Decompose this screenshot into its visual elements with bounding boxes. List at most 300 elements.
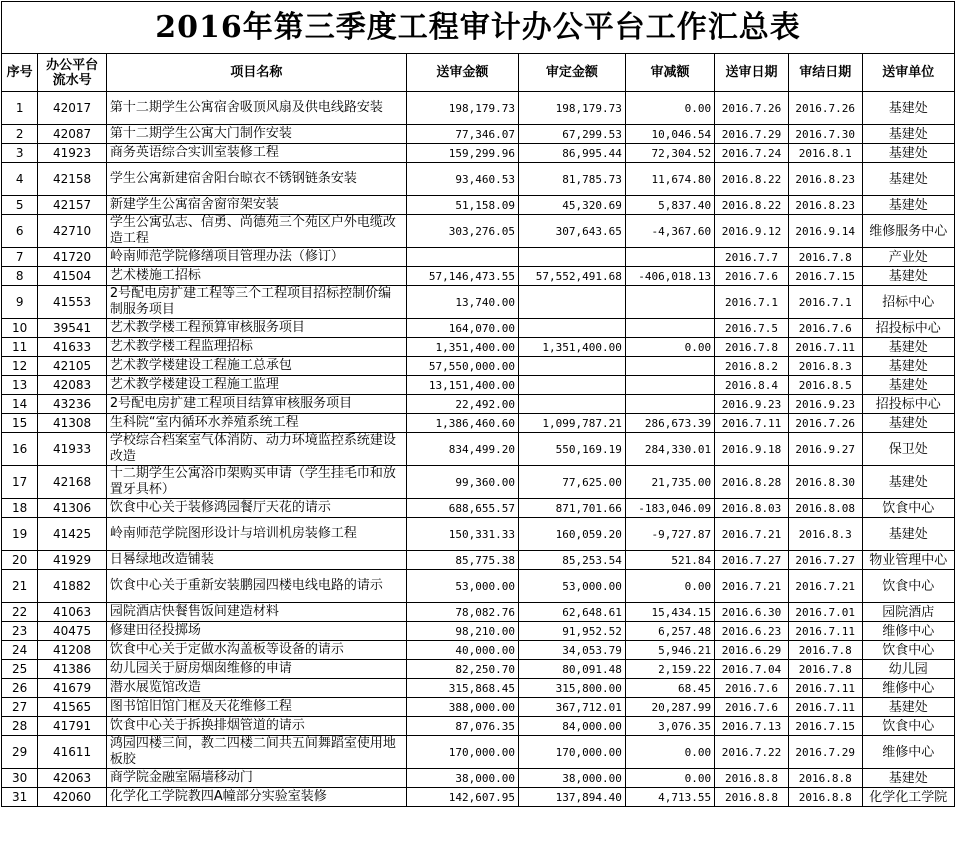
table-row <box>2 319 955 338</box>
cell-submitted-amount: 13,740.00 <box>406 286 518 319</box>
cell-finish-date: 2016.8.5 <box>788 376 862 395</box>
cell-code: 41882 <box>38 570 107 603</box>
cell-submitting-unit: 基建处 <box>862 338 954 357</box>
cell-seq: 9 <box>2 286 38 319</box>
header-finish-date: 审结日期 <box>788 54 862 92</box>
table-row <box>2 603 955 622</box>
cell-code: 42063 <box>38 769 107 788</box>
cell-finish-date: 2016.7.11 <box>788 622 862 641</box>
cell-seq: 12 <box>2 357 38 376</box>
cell-code: 42710 <box>38 215 107 248</box>
cell-submitted-amount: 87,076.35 <box>406 717 518 736</box>
cell-submit-date: 2016.6.30 <box>715 603 789 622</box>
cell-project-name: 第十二期学生公寓宿舍吸顶风扇及供电线路安装 <box>106 92 406 125</box>
cell-approved-amount: 86,995.44 <box>518 144 625 163</box>
cell-code: 41504 <box>38 267 107 286</box>
cell-approved-amount: 85,253.54 <box>518 551 625 570</box>
cell-submitting-unit: 饮食中心 <box>862 499 954 518</box>
cell-reduced-amount: 0.00 <box>625 92 714 125</box>
cell-submitting-unit: 基建处 <box>862 698 954 717</box>
cell-seq: 25 <box>2 660 38 679</box>
table-row <box>2 144 955 163</box>
cell-finish-date: 2016.7.8 <box>788 248 862 267</box>
cell-submitting-unit: 维修中心 <box>862 736 954 769</box>
cell-finish-date: 2016.7.1 <box>788 286 862 319</box>
cell-submit-date: 2016.8.8 <box>715 788 789 807</box>
cell-reduced-amount: 5,946.21 <box>625 641 714 660</box>
cell-seq: 3 <box>2 144 38 163</box>
cell-submit-date: 2016.7.24 <box>715 144 789 163</box>
cell-code: 42083 <box>38 376 107 395</box>
cell-project-name: 园院酒店快餐售饭间建造材料 <box>106 603 406 622</box>
cell-reduced-amount <box>625 376 714 395</box>
cell-finish-date: 2016.8.30 <box>788 466 862 499</box>
table-row <box>2 338 955 357</box>
cell-approved-amount: 81,785.73 <box>518 163 625 196</box>
cell-submit-date: 2016.9.18 <box>715 433 789 466</box>
cell-submitting-unit: 基建处 <box>862 267 954 286</box>
cell-submitting-unit: 招标中心 <box>862 286 954 319</box>
table-row <box>2 518 955 551</box>
cell-reduced-amount: 0.00 <box>625 736 714 769</box>
cell-code: 42105 <box>38 357 107 376</box>
cell-submit-date: 2016.7.21 <box>715 518 789 551</box>
cell-finish-date: 2016.7.26 <box>788 92 862 125</box>
cell-submitted-amount: 99,360.00 <box>406 466 518 499</box>
cell-project-name: 鸿园四楼三间，教二四楼二间共五间舞蹈室使用地板胶 <box>106 736 406 769</box>
header-unit: 送审单位 <box>862 54 954 92</box>
cell-submitted-amount: 164,070.00 <box>406 319 518 338</box>
cell-submitting-unit: 幼儿园 <box>862 660 954 679</box>
cell-reduced-amount: 15,434.15 <box>625 603 714 622</box>
cell-reduced-amount: 286,673.39 <box>625 414 714 433</box>
cell-seq: 24 <box>2 641 38 660</box>
cell-approved-amount: 550,169.19 <box>518 433 625 466</box>
table-row <box>2 92 955 125</box>
cell-submitting-unit: 维修中心 <box>862 622 954 641</box>
cell-submit-date: 2016.7.26 <box>715 92 789 125</box>
cell-submitting-unit: 基建处 <box>862 414 954 433</box>
cell-submitted-amount: 688,655.57 <box>406 499 518 518</box>
cell-finish-date: 2016.8.8 <box>788 788 862 807</box>
cell-reduced-amount <box>625 286 714 319</box>
table-row <box>2 679 955 698</box>
cell-approved-amount: 34,053.79 <box>518 641 625 660</box>
table-row <box>2 717 955 736</box>
cell-submit-date: 2016.7.22 <box>715 736 789 769</box>
cell-seq: 4 <box>2 163 38 196</box>
cell-project-name: 饮食中心关于拆换排烟管道的请示 <box>106 717 406 736</box>
cell-submitted-amount: 57,146,473.55 <box>406 267 518 286</box>
cell-submit-date: 2016.7.6 <box>715 698 789 717</box>
cell-submitting-unit: 基建处 <box>862 518 954 551</box>
cell-reduced-amount: 521.84 <box>625 551 714 570</box>
cell-project-name: 学生公寓新建宿舍阳台晾衣不锈钢链条安装 <box>106 163 406 196</box>
table-row <box>2 125 955 144</box>
cell-code: 41923 <box>38 144 107 163</box>
cell-finish-date: 2016.8.8 <box>788 769 862 788</box>
cell-finish-date: 2016.7.6 <box>788 319 862 338</box>
header-code: 办公平台流水号 <box>38 54 107 92</box>
cell-project-name: 学校综合档案室气体消防、动力环境监控系统建设改造 <box>106 433 406 466</box>
table-row <box>2 769 955 788</box>
cell-submit-date: 2016.7.6 <box>715 267 789 286</box>
table-row <box>2 551 955 570</box>
cell-project-name: 化学化工学院教四A幢部分实验室装修 <box>106 788 406 807</box>
cell-finish-date: 2016.8.08 <box>788 499 862 518</box>
cell-seq: 11 <box>2 338 38 357</box>
cell-code: 41933 <box>38 433 107 466</box>
cell-code: 42168 <box>38 466 107 499</box>
cell-submitted-amount: 159,299.96 <box>406 144 518 163</box>
cell-seq: 15 <box>2 414 38 433</box>
cell-reduced-amount <box>625 319 714 338</box>
cell-project-name: 幼儿园关于厨房烟囱维修的申请 <box>106 660 406 679</box>
cell-submitted-amount: 57,550,000.00 <box>406 357 518 376</box>
cell-finish-date: 2016.7.11 <box>788 698 862 717</box>
cell-code: 39541 <box>38 319 107 338</box>
cell-project-name: 饮食中心关于重新安装鹏园四楼电线电路的请示 <box>106 570 406 603</box>
cell-seq: 13 <box>2 376 38 395</box>
cell-submitting-unit: 园院酒店 <box>862 603 954 622</box>
cell-code: 40475 <box>38 622 107 641</box>
cell-submit-date: 2016.7.21 <box>715 570 789 603</box>
cell-submitted-amount: 51,158.09 <box>406 196 518 215</box>
cell-reduced-amount: 20,287.99 <box>625 698 714 717</box>
cell-project-name: 潜水展览馆改造 <box>106 679 406 698</box>
cell-submitting-unit: 物业管理中心 <box>862 551 954 570</box>
cell-submitting-unit: 饮食中心 <box>862 570 954 603</box>
sheet-title: 2016年第三季度工程审计办公平台工作汇总表 <box>1 1 955 53</box>
cell-seq: 16 <box>2 433 38 466</box>
cell-submit-date: 2016.7.13 <box>715 717 789 736</box>
cell-submitting-unit: 饮食中心 <box>862 717 954 736</box>
cell-submitted-amount: 142,607.95 <box>406 788 518 807</box>
cell-submitted-amount: 303,276.05 <box>406 215 518 248</box>
cell-project-name: 第十二期学生公寓大门制作安装 <box>106 125 406 144</box>
cell-approved-amount: 170,000.00 <box>518 736 625 769</box>
cell-code: 42158 <box>38 163 107 196</box>
cell-reduced-amount: -4,367.60 <box>625 215 714 248</box>
cell-project-name: 艺术教学楼工程预算审核服务项目 <box>106 319 406 338</box>
cell-submitting-unit: 基建处 <box>862 466 954 499</box>
cell-reduced-amount: -406,018.13 <box>625 267 714 286</box>
cell-submitted-amount: 1,351,400.00 <box>406 338 518 357</box>
cell-seq: 27 <box>2 698 38 717</box>
cell-submitting-unit: 维修中心 <box>862 679 954 698</box>
cell-submit-date: 2016.7.1 <box>715 286 789 319</box>
cell-submit-date: 2016.8.28 <box>715 466 789 499</box>
cell-approved-amount <box>518 248 625 267</box>
cell-submitted-amount: 22,492.00 <box>406 395 518 414</box>
cell-submitted-amount: 834,499.20 <box>406 433 518 466</box>
table-row <box>2 163 955 196</box>
cell-seq: 14 <box>2 395 38 414</box>
cell-reduced-amount <box>625 357 714 376</box>
cell-finish-date: 2016.7.8 <box>788 660 862 679</box>
cell-submit-date: 2016.8.2 <box>715 357 789 376</box>
cell-submitting-unit: 招投标中心 <box>862 395 954 414</box>
cell-approved-amount <box>518 286 625 319</box>
cell-reduced-amount: 3,076.35 <box>625 717 714 736</box>
table-row <box>2 395 955 414</box>
header-name: 项目名称 <box>106 54 406 92</box>
cell-project-name: 日晷绿地改造铺装 <box>106 551 406 570</box>
cell-seq: 23 <box>2 622 38 641</box>
cell-seq: 21 <box>2 570 38 603</box>
cell-approved-amount: 1,099,787.21 <box>518 414 625 433</box>
cell-reduced-amount: 11,674.80 <box>625 163 714 196</box>
cell-finish-date: 2016.7.30 <box>788 125 862 144</box>
cell-seq: 31 <box>2 788 38 807</box>
cell-submitting-unit: 基建处 <box>862 196 954 215</box>
cell-project-name: 商务英语综合实训室装修工程 <box>106 144 406 163</box>
cell-reduced-amount: 284,330.01 <box>625 433 714 466</box>
cell-approved-amount <box>518 357 625 376</box>
cell-project-name: 饮食中心关于定做水沟盖板等设备的请示 <box>106 641 406 660</box>
cell-submitted-amount: 93,460.53 <box>406 163 518 196</box>
cell-reduced-amount: 68.45 <box>625 679 714 698</box>
cell-approved-amount: 77,625.00 <box>518 466 625 499</box>
cell-seq: 6 <box>2 215 38 248</box>
cell-project-name: 艺术教学楼工程监理招标 <box>106 338 406 357</box>
cell-submit-date: 2016.8.4 <box>715 376 789 395</box>
table-row <box>2 570 955 603</box>
cell-submitting-unit: 基建处 <box>862 125 954 144</box>
cell-submitted-amount: 85,775.38 <box>406 551 518 570</box>
cell-project-name: 十二期学生公寓浴巾架购买申请（学生挂毛巾和放置牙具杯） <box>106 466 406 499</box>
cell-submit-date: 2016.7.11 <box>715 414 789 433</box>
header-reduced: 审减额 <box>625 54 714 92</box>
cell-finish-date: 2016.8.23 <box>788 163 862 196</box>
cell-submit-date: 2016.6.23 <box>715 622 789 641</box>
cell-reduced-amount: 4,713.55 <box>625 788 714 807</box>
cell-reduced-amount: 10,046.54 <box>625 125 714 144</box>
cell-project-name: 学生公寓弘志、信勇、尚德苑三个苑区户外电缆改造工程 <box>106 215 406 248</box>
cell-code: 42087 <box>38 125 107 144</box>
cell-code: 41308 <box>38 414 107 433</box>
cell-submitted-amount: 77,346.07 <box>406 125 518 144</box>
header-submit-date: 送审日期 <box>715 54 789 92</box>
cell-reduced-amount: 2,159.22 <box>625 660 714 679</box>
cell-submit-date: 2016.9.12 <box>715 215 789 248</box>
cell-code: 41386 <box>38 660 107 679</box>
cell-submit-date: 2016.8.22 <box>715 163 789 196</box>
cell-submit-date: 2016.8.22 <box>715 196 789 215</box>
cell-approved-amount: 367,712.01 <box>518 698 625 717</box>
cell-reduced-amount: 21,735.00 <box>625 466 714 499</box>
cell-reduced-amount: -183,046.09 <box>625 499 714 518</box>
table-row <box>2 622 955 641</box>
cell-project-name: 艺术教学楼建设工程施工监理 <box>106 376 406 395</box>
cell-approved-amount: 80,091.48 <box>518 660 625 679</box>
cell-submit-date: 2016.8.8 <box>715 769 789 788</box>
cell-finish-date: 2016.7.21 <box>788 570 862 603</box>
cell-approved-amount <box>518 376 625 395</box>
cell-reduced-amount: 0.00 <box>625 769 714 788</box>
cell-finish-date: 2016.9.27 <box>788 433 862 466</box>
cell-approved-amount: 315,800.00 <box>518 679 625 698</box>
cell-code: 41633 <box>38 338 107 357</box>
cell-submitting-unit: 基建处 <box>862 357 954 376</box>
cell-submitting-unit: 基建处 <box>862 376 954 395</box>
header-row <box>2 54 955 92</box>
cell-code: 41306 <box>38 499 107 518</box>
cell-submitted-amount: 38,000.00 <box>406 769 518 788</box>
cell-seq: 29 <box>2 736 38 769</box>
cell-code: 42017 <box>38 92 107 125</box>
cell-submitting-unit: 基建处 <box>862 144 954 163</box>
cell-submitting-unit: 保卫处 <box>862 433 954 466</box>
cell-project-name: 2号配电房扩建工程等三个工程项目招标控制价编制服务项目 <box>106 286 406 319</box>
cell-submit-date: 2016.7.04 <box>715 660 789 679</box>
cell-seq: 28 <box>2 717 38 736</box>
table-row <box>2 660 955 679</box>
table-row <box>2 698 955 717</box>
table-row <box>2 286 955 319</box>
cell-reduced-amount: 5,837.40 <box>625 196 714 215</box>
cell-code: 43236 <box>38 395 107 414</box>
cell-reduced-amount: 0.00 <box>625 338 714 357</box>
cell-seq: 10 <box>2 319 38 338</box>
cell-submit-date: 2016.7.7 <box>715 248 789 267</box>
cell-submitted-amount: 98,210.00 <box>406 622 518 641</box>
cell-submit-date: 2016.7.8 <box>715 338 789 357</box>
cell-seq: 20 <box>2 551 38 570</box>
cell-reduced-amount: 6,257.48 <box>625 622 714 641</box>
cell-submitted-amount <box>406 248 518 267</box>
cell-approved-amount: 84,000.00 <box>518 717 625 736</box>
table-row <box>2 736 955 769</box>
cell-seq: 1 <box>2 92 38 125</box>
summary-sheet <box>1 1 955 852</box>
cell-submitting-unit: 产业处 <box>862 248 954 267</box>
cell-submitted-amount: 315,868.45 <box>406 679 518 698</box>
cell-code: 41208 <box>38 641 107 660</box>
header-submitted: 送审金额 <box>406 54 518 92</box>
cell-approved-amount: 307,643.65 <box>518 215 625 248</box>
cell-approved-amount: 53,000.00 <box>518 570 625 603</box>
cell-submitted-amount: 40,000.00 <box>406 641 518 660</box>
cell-project-name: 修建田径投掷场 <box>106 622 406 641</box>
cell-code: 41425 <box>38 518 107 551</box>
cell-finish-date: 2016.8.3 <box>788 357 862 376</box>
table-body <box>2 92 955 807</box>
cell-code: 41553 <box>38 286 107 319</box>
cell-approved-amount: 160,059.20 <box>518 518 625 551</box>
cell-submitted-amount: 170,000.00 <box>406 736 518 769</box>
cell-finish-date: 2016.7.27 <box>788 551 862 570</box>
cell-project-name: 商学院金融室隔墙移动门 <box>106 769 406 788</box>
table-row <box>2 788 955 807</box>
cell-code: 41929 <box>38 551 107 570</box>
table-row <box>2 376 955 395</box>
cell-submitting-unit: 基建处 <box>862 163 954 196</box>
cell-finish-date: 2016.7.01 <box>788 603 862 622</box>
cell-submitted-amount: 198,179.73 <box>406 92 518 125</box>
cell-submit-date: 2016.7.29 <box>715 125 789 144</box>
cell-seq: 22 <box>2 603 38 622</box>
cell-submitted-amount: 150,331.33 <box>406 518 518 551</box>
cell-project-name: 艺术楼施工招标 <box>106 267 406 286</box>
cell-finish-date: 2016.7.11 <box>788 679 862 698</box>
cell-submit-date: 2016.8.03 <box>715 499 789 518</box>
cell-project-name: 生科院“室内循环水养殖系统工程 <box>106 414 406 433</box>
table-row <box>2 499 955 518</box>
table-row <box>2 196 955 215</box>
cell-code: 42060 <box>38 788 107 807</box>
cell-finish-date: 2016.7.15 <box>788 717 862 736</box>
cell-approved-amount: 871,701.66 <box>518 499 625 518</box>
cell-submitted-amount: 1,386,460.60 <box>406 414 518 433</box>
table-row <box>2 414 955 433</box>
cell-finish-date: 2016.9.14 <box>788 215 862 248</box>
cell-code: 41565 <box>38 698 107 717</box>
cell-project-name: 岭南师范学院修缮项目管理办法（修订） <box>106 248 406 267</box>
cell-finish-date: 2016.8.1 <box>788 144 862 163</box>
cell-code: 41791 <box>38 717 107 736</box>
cell-approved-amount: 62,648.61 <box>518 603 625 622</box>
cell-submit-date: 2016.7.5 <box>715 319 789 338</box>
table-row <box>2 248 955 267</box>
cell-seq: 2 <box>2 125 38 144</box>
cell-code: 41611 <box>38 736 107 769</box>
cell-seq: 30 <box>2 769 38 788</box>
cell-finish-date: 2016.7.11 <box>788 338 862 357</box>
cell-submitted-amount: 53,000.00 <box>406 570 518 603</box>
cell-reduced-amount: -9,727.87 <box>625 518 714 551</box>
cell-submit-date: 2016.7.6 <box>715 679 789 698</box>
cell-approved-amount: 91,952.52 <box>518 622 625 641</box>
cell-seq: 7 <box>2 248 38 267</box>
cell-submit-date: 2016.6.29 <box>715 641 789 660</box>
cell-seq: 18 <box>2 499 38 518</box>
cell-project-name: 艺术教学楼建设工程施工总承包 <box>106 357 406 376</box>
cell-submit-date: 2016.9.23 <box>715 395 789 414</box>
cell-submitting-unit: 饮食中心 <box>862 641 954 660</box>
cell-submitted-amount: 82,250.70 <box>406 660 518 679</box>
cell-submitting-unit: 基建处 <box>862 92 954 125</box>
cell-approved-amount: 1,351,400.00 <box>518 338 625 357</box>
cell-project-name: 饮食中心关于装修鸿园餐厅天花的请示 <box>106 499 406 518</box>
cell-code: 41679 <box>38 679 107 698</box>
cell-submitting-unit: 化学化工学院 <box>862 788 954 807</box>
cell-approved-amount: 38,000.00 <box>518 769 625 788</box>
cell-finish-date: 2016.7.8 <box>788 641 862 660</box>
cell-approved-amount: 57,552,491.68 <box>518 267 625 286</box>
cell-submitted-amount: 78,082.76 <box>406 603 518 622</box>
cell-code: 41063 <box>38 603 107 622</box>
cell-finish-date: 2016.8.23 <box>788 196 862 215</box>
table-row <box>2 357 955 376</box>
cell-code: 41720 <box>38 248 107 267</box>
cell-finish-date: 2016.7.26 <box>788 414 862 433</box>
cell-finish-date: 2016.8.3 <box>788 518 862 551</box>
cell-approved-amount: 67,299.53 <box>518 125 625 144</box>
audit-summary-table <box>1 53 955 807</box>
cell-reduced-amount <box>625 248 714 267</box>
table-row <box>2 267 955 286</box>
table-row <box>2 466 955 499</box>
cell-reduced-amount: 0.00 <box>625 570 714 603</box>
cell-seq: 19 <box>2 518 38 551</box>
cell-approved-amount <box>518 395 625 414</box>
cell-finish-date: 2016.7.29 <box>788 736 862 769</box>
cell-submitting-unit: 基建处 <box>862 769 954 788</box>
cell-submitted-amount: 388,000.00 <box>406 698 518 717</box>
cell-approved-amount <box>518 319 625 338</box>
cell-submitted-amount: 13,151,400.00 <box>406 376 518 395</box>
